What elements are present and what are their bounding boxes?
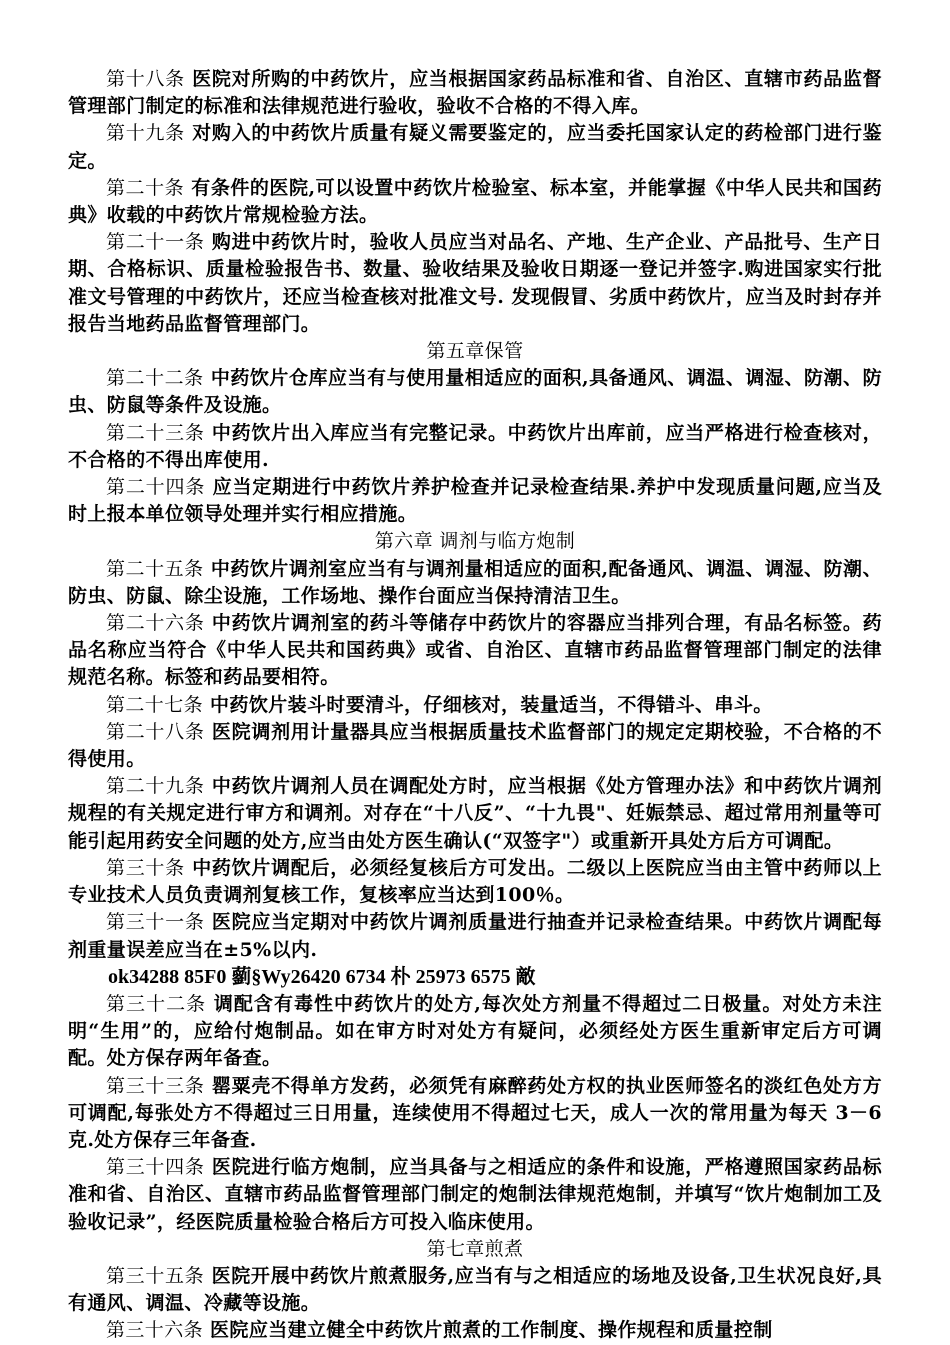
article-number: 第二十五条 (106, 557, 204, 580)
article-number: 第二十七条 (106, 693, 204, 716)
article-number: 第三十五条 (106, 1264, 205, 1287)
article-text: 医院进行临方炮制，应当具备与之相适应的条件和设施，严格遵照国家药品标准和省、自治区、直辖市药品监督管理部门制定的炮制法律规范炮制，并填写“饮片炮制加工及验收记录”，经医院质量检验合格后方可投入临床使用。 (68, 1156, 882, 1233)
article-36 (68, 1317, 882, 1344)
article-number: 第三十一条 (106, 911, 205, 934)
article-number: 第二十八条 (106, 720, 205, 743)
article-number: 第三十四条 (106, 1156, 205, 1179)
article-18 (68, 66, 882, 120)
article-text: 罂粟壳不得单方发药，必须凭有麻醉药处方权的执业医师签名的淡红色处方方可调配,每张处方不得超过三日用量，连续使用不得超过七天，成人一次的常用量为每天 3－6 克.处方保存三年备查. (68, 1074, 882, 1151)
article-34 (68, 1154, 882, 1236)
article-number: 第三十条 (106, 856, 185, 879)
article-text: 中药饮片装斗时要清斗，仔细核对，装量适当，不得错斗、串斗。 (203, 693, 773, 716)
article-text: 医院应当建立健全中药饮片煎煮的工作制度、操作规程和质量控制 (203, 1319, 773, 1342)
article-22 (68, 365, 882, 419)
article-number: 第三十六条 (106, 1319, 204, 1342)
article-32 (68, 991, 882, 1073)
article-35 (68, 1263, 882, 1317)
article-number: 第二十三条 (106, 421, 205, 444)
article-31 (68, 909, 882, 963)
article-number: 第三十三条 (106, 1074, 205, 1097)
article-number: 第二十九条 (106, 775, 205, 798)
article-28 (68, 719, 882, 773)
article-text: 中药饮片调配后，必须经复核后方可发出。二级以上医院应当由主管中药师以上专业技术人员负责调剂复核工作，复核率应当达到100％。 (68, 856, 882, 907)
article-33 (68, 1073, 882, 1155)
chapter-6-heading: 第六章 调剂与临方炮制 (374, 530, 576, 553)
article-number: 第三十二条 (106, 992, 207, 1015)
document-page (68, 66, 882, 1345)
chapter-5-heading: 第五章保管 (426, 340, 524, 363)
article-text: 医院调剂用计量器具应当根据质量技术监督部门的规定定期校验，不合格的不得使用。 (68, 720, 882, 771)
article-text: 有条件的医院,可以设置中药饮片检验室、标本室，并能掌握《中华人民共和国药典》收载的中药饮片常规检验方法。 (68, 176, 882, 227)
article-number: 第十八条 (106, 68, 185, 90)
article-text: 医院应当定期对中药饮片调剂质量进行抽查并记录检查结果。中药饮片调配每剂重量误差应当在±5%以内. (68, 911, 882, 961)
article-23 (68, 420, 882, 474)
article-number: 第二十六条 (106, 612, 205, 635)
article-19 (68, 120, 882, 174)
chapter-7-heading: 第七章煎煮 (426, 1237, 524, 1260)
article-21 (68, 229, 882, 338)
article-text: 调配含有毒性中药饮片的处方,每次处方剂量不得超过二日极量。对处方未注明“生用”的，应给付炮制品。如在审方时对处方有疑问，必须经处方医生重新审定后方可调配。处方保存两年备查。 (68, 992, 882, 1070)
article-number: 第二十一条 (106, 231, 205, 254)
article-26 (68, 610, 882, 692)
article-text: 应当定期进行中药饮片养护检查并记录检查结果.养护中发现质量问题,应当及时上报本单位领导处理并实行相应措施。 (68, 476, 882, 526)
article-number: 第二十条 (106, 176, 185, 199)
article-24 (68, 474, 882, 528)
article-number: 第二十二条 (106, 367, 204, 390)
article-text: 对购入的中药饮片质量有疑义需要鉴定的，应当委托国家认定的药检部门进行鉴定。 (68, 122, 882, 172)
encoded-text-line: ok34288 85F0 藰§Wy26420 6734 朴 25973 6575 敵 (108, 965, 536, 988)
article-text: 医院开展中药饮片煎煮服务,应当有与之相适应的场地及设备,卫生状况良好,具有通风、调温、冷藏等设施。 (68, 1264, 882, 1315)
article-text: 医院对所购的中药饮片，应当根据国家药品标准和省、自治区、直辖市药品监督管理部门制定的标准和法律规范进行验收，验收不合格的不得入库。 (68, 68, 882, 118)
article-text: 中药饮片调剂人员在调配处方时，应当根据《处方管理办法》和中药饮片调剂规程的有关规定进行审方和调剂。对存在“十八反”、“十九畏"、妊娠禁忌、超过常用剂量等可能引起用药安全问题的处方,应当由处方医生确认(“双签字"）或重新开具处方后方可调配。 (68, 775, 882, 852)
article-text: 中药饮片调剂室应当有与调剂量相适应的面积,配备通风、调温、调湿、防潮、防虫、防鼠、除尘设施，工作场地、操作台面应当保持清洁卫生。 (68, 557, 882, 607)
article-text: 中药饮片调剂室的药斗等储存中药饮片的容器应当排列合理，有品名标签。药品名称应当符合《中华人民共和国药典》或省、自治区、直辖市药品监督管理部门制定的法律规范名称。标签和药品要相符。 (68, 612, 882, 689)
article-27 (68, 692, 882, 719)
article-29 (68, 773, 882, 855)
article-number: 第十九条 (106, 122, 185, 145)
article-20 (68, 175, 882, 229)
article-text: 中药饮片出入库应当有完整记录。中药饮片出库前，应当严格进行检查核对，不合格的不得出库使用. (68, 421, 882, 471)
article-30 (68, 855, 882, 909)
article-number: 第二十四条 (106, 476, 206, 499)
article-25 (68, 556, 882, 610)
article-text: 购进中药饮片时，验收人员应当对品名、产地、生产企业、产品批号、生产日期、合格标识、质量检验报告书、数量、验收结果及验收日期逐一登记并签字.购进国家实行批准文号管理的中药饮片，还应当检查核对批准文号. 发现假冒、劣质中药饮片，应当及时封存并报告当地药品监督管理部门。 (68, 231, 882, 335)
article-text: 中药饮片仓库应当有与使用量相适应的面积,具备通风、调温、调湿、防潮、防虫、防鼠等条件及设施。 (68, 367, 882, 417)
